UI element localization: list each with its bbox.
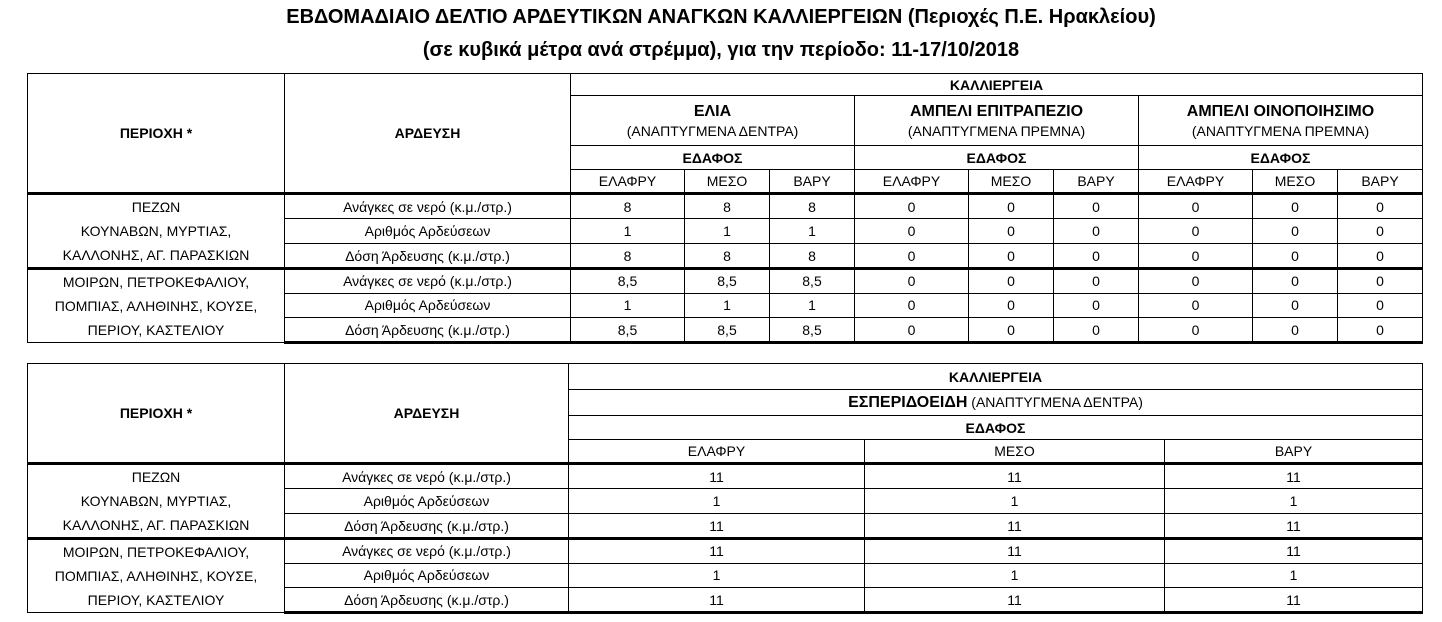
value-cell: 11: [865, 539, 1165, 564]
irrigation-table-vines-olives: [27, 73, 1423, 344]
value-cell: 11: [569, 464, 865, 489]
value-cell: 0: [1054, 194, 1139, 219]
region-line: ΠΕΡΙΟΥ, ΚΑΣΤΕΛΙΟΥ: [87, 322, 225, 338]
crop-olive: [571, 96, 855, 146]
value-cell: 0: [855, 269, 969, 294]
region-line: ΠΕΖΩΝ: [131, 199, 181, 215]
irrigation-label: Δόση Άρδευσης (κ.μ./στρ.): [285, 588, 569, 613]
table-row: [28, 269, 1423, 294]
region-line: ΚΑΛΛΟΝΗΣ, ΑΓ. ΠΑΡΑΣΚΙΩΝ: [62, 517, 250, 533]
value-cell: 0: [1139, 244, 1253, 269]
value-cell: 0: [1253, 318, 1338, 343]
value-cell: 0: [1139, 219, 1253, 244]
soil-light: ΕΛΑΦΡΥ: [569, 440, 865, 464]
value-cell: 0: [969, 318, 1054, 343]
soil-medium: ΜΕΣΟ: [865, 440, 1165, 464]
region-line: ΚΟΥΝΑΒΩΝ, ΜΥΡΤΙΑΣ,: [80, 223, 232, 239]
irrigation-table-citrus: [27, 363, 1423, 614]
soil-header: ΕΔΑΦΟΣ: [571, 146, 855, 170]
value-cell: 0: [855, 194, 969, 219]
value-cell: 8: [571, 194, 685, 219]
value-cell: 0: [1338, 244, 1423, 269]
value-cell: 0: [1338, 293, 1423, 318]
region-cell: [28, 269, 285, 343]
value-cell: 1: [685, 219, 770, 244]
value-cell: 1: [569, 489, 865, 514]
irrigation-label: Δόση Άρδευσης (κ.μ./στρ.): [285, 318, 571, 343]
crop-name: ΕΣΠΕΡΙΔΟΕΙΔΗ: [848, 394, 968, 411]
value-cell: 0: [1253, 244, 1338, 269]
document-title: ΕΒΔΟΜΑΔΙΑΙΟ ΔΕΛΤΙΟ ΑΡΔΕΥΤΙΚΩΝ ΑΝΑΓΚΩΝ ΚΑΛΛΙΕΡΓΕΙΩΝ (Περιοχές Π.Ε. Ηρακλείου): [286, 6, 1156, 28]
soil-header: ΕΔΑΦΟΣ: [1139, 146, 1423, 170]
soil-heavy: ΒΑΡΥ: [770, 170, 855, 194]
crop-subtitle: (ΑΝΑΠΤΥΓΜΕΝΑ ΠΡΕΜΝΑ): [1191, 122, 1370, 139]
value-cell: 0: [1338, 269, 1423, 294]
region-header: ΠΕΡΙΟΧΗ *: [28, 74, 285, 194]
crop-wine-grape: [1139, 96, 1423, 146]
irrigation-header: ΑΡΔΕΥΣΗ: [285, 74, 571, 194]
value-cell: 0: [1054, 293, 1139, 318]
value-cell: 11: [569, 514, 865, 539]
region-header: ΠΕΡΙΟΧΗ *: [28, 364, 285, 464]
value-cell: 1: [865, 563, 1165, 588]
value-cell: 0: [1338, 219, 1423, 244]
value-cell: 8: [770, 244, 855, 269]
soil-medium: ΜΕΣΟ: [685, 170, 770, 194]
soil-medium: ΜΕΣΟ: [969, 170, 1054, 194]
irrigation-label: Αριθμός Αρδεύσεων: [285, 293, 571, 318]
value-cell: 0: [1139, 194, 1253, 219]
crop-name: ΑΜΠΕΛΙ ΟΙΝΟΠΟΙΗΣΙΜΟ: [1186, 102, 1375, 120]
region-line: ΜΟΙΡΩΝ, ΠΕΤΡΟΚΕΦΑΛΙΟΥ,: [62, 544, 250, 560]
table-row: [28, 539, 1423, 564]
irrigation-label: Αριθμός Αρδεύσεων: [285, 219, 571, 244]
soil-heavy: ΒΑΡΥ: [1054, 170, 1139, 194]
crop-citrus: [569, 390, 1423, 416]
value-cell: 0: [969, 269, 1054, 294]
irrigation-header: ΑΡΔΕΥΣΗ: [285, 364, 569, 464]
region-line: ΠΕΖΩΝ: [131, 469, 181, 485]
value-cell: 0: [1054, 318, 1139, 343]
crop-header: ΚΑΛΛΙΕΡΓΕΙΑ: [571, 74, 1423, 96]
value-cell: 11: [1165, 464, 1423, 489]
value-cell: 8: [685, 244, 770, 269]
crop-header: ΚΑΛΛΙΕΡΓΕΙΑ: [569, 364, 1423, 390]
region-line: ΠΕΡΙΟΥ, ΚΑΣΤΕΛΙΟΥ: [87, 592, 225, 608]
value-cell: 11: [1165, 588, 1423, 613]
value-cell: 0: [855, 318, 969, 343]
value-cell: 0: [1054, 244, 1139, 269]
irrigation-label: Ανάγκες σε νερό (κ.μ./στρ.): [285, 539, 569, 564]
value-cell: 0: [1139, 293, 1253, 318]
irrigation-label: Δόση Άρδευσης (κ.μ./στρ.): [285, 244, 571, 269]
value-cell: 1: [571, 219, 685, 244]
table-row: [28, 194, 1423, 219]
soil-header: ΕΔΑΦΟΣ: [855, 146, 1139, 170]
region-cell: [28, 464, 285, 539]
crop-subtitle: (ΑΝΑΠΤΥΓΜΕΝΑ ΠΡΕΜΝΑ): [907, 122, 1086, 139]
soil-light: ΕΛΑΦΡΥ: [571, 170, 685, 194]
value-cell: 8,5: [770, 269, 855, 294]
value-cell: 8,5: [571, 318, 685, 343]
value-cell: 11: [865, 588, 1165, 613]
value-cell: 1: [770, 219, 855, 244]
value-cell: 11: [865, 514, 1165, 539]
crop-name: ΑΜΠΕΛΙ ΕΠΙΤΡΑΠΕΖΙΟ: [909, 102, 1084, 120]
value-cell: 1: [685, 293, 770, 318]
value-cell: 0: [1253, 269, 1338, 294]
value-cell: 8,5: [571, 269, 685, 294]
value-cell: 11: [569, 588, 865, 613]
region-line: ΚΟΥΝΑΒΩΝ, ΜΥΡΤΙΑΣ,: [80, 493, 232, 509]
crop-subtitle: (ΑΝΑΠΤΥΓΜΕΝΑ ΔΕΝΤΡΑ): [626, 122, 799, 139]
region-cell: [28, 194, 285, 269]
crop-name: ΕΛΙΑ: [693, 102, 732, 120]
region-line: ΠΟΜΠΙΑΣ, ΑΛΗΘΙΝΗΣ, ΚΟΥΣΕ,: [54, 568, 258, 584]
value-cell: 0: [969, 219, 1054, 244]
value-cell: 0: [855, 219, 969, 244]
value-cell: 0: [969, 194, 1054, 219]
value-cell: 0: [1054, 219, 1139, 244]
value-cell: 1: [571, 293, 685, 318]
soil-medium: ΜΕΣΟ: [1253, 170, 1338, 194]
region-line: ΜΟΙΡΩΝ, ΠΕΤΡΟΚΕΦΑΛΙΟΥ,: [62, 274, 250, 290]
value-cell: 0: [1253, 293, 1338, 318]
irrigation-label: Αριθμός Αρδεύσεων: [285, 563, 569, 588]
soil-light: ΕΛΑΦΡΥ: [855, 170, 969, 194]
value-cell: 0: [1253, 194, 1338, 219]
crop-subtitle: (ΑΝΑΠΤΥΓΜΕΝΑ ΔΕΝΤΡΑ): [971, 394, 1143, 410]
soil-light: ΕΛΑΦΡΥ: [1139, 170, 1253, 194]
value-cell: 8,5: [685, 318, 770, 343]
value-cell: 11: [865, 464, 1165, 489]
value-cell: 0: [969, 244, 1054, 269]
value-cell: 0: [1253, 219, 1338, 244]
soil-header: ΕΔΑΦΟΣ: [569, 416, 1423, 440]
value-cell: 0: [855, 293, 969, 318]
value-cell: 0: [1338, 194, 1423, 219]
value-cell: 1: [1165, 489, 1423, 514]
value-cell: 8,5: [770, 318, 855, 343]
document-subtitle: (σε κυβικά μέτρα ανά στρέμμα), για την περίοδο: 11-17/10/2018: [422, 39, 1020, 61]
value-cell: 1: [770, 293, 855, 318]
soil-heavy: ΒΑΡΥ: [1338, 170, 1423, 194]
table-row: [28, 464, 1423, 489]
value-cell: 11: [1165, 539, 1423, 564]
value-cell: 1: [865, 489, 1165, 514]
value-cell: 8: [571, 244, 685, 269]
value-cell: 11: [1165, 514, 1423, 539]
value-cell: 1: [1165, 563, 1423, 588]
irrigation-label: Ανάγκες σε νερό (κ.μ./στρ.): [285, 194, 571, 219]
soil-heavy: ΒΑΡΥ: [1165, 440, 1423, 464]
value-cell: 8: [685, 194, 770, 219]
region-line: ΠΟΜΠΙΑΣ, ΑΛΗΘΙΝΗΣ, ΚΟΥΣΕ,: [54, 298, 258, 314]
value-cell: 0: [1139, 318, 1253, 343]
region-cell: [28, 539, 285, 613]
value-cell: 0: [855, 244, 969, 269]
value-cell: 0: [1054, 269, 1139, 294]
value-cell: 8: [770, 194, 855, 219]
value-cell: 0: [969, 293, 1054, 318]
value-cell: 8,5: [685, 269, 770, 294]
irrigation-label: Ανάγκες σε νερό (κ.μ./στρ.): [285, 269, 571, 294]
irrigation-label: Αριθμός Αρδεύσεων: [285, 489, 569, 514]
value-cell: 1: [569, 563, 865, 588]
irrigation-label: Ανάγκες σε νερό (κ.μ./στρ.): [285, 464, 569, 489]
irrigation-label: Δόση Άρδευσης (κ.μ./στρ.): [285, 514, 569, 539]
value-cell: 11: [569, 539, 865, 564]
value-cell: 0: [1139, 269, 1253, 294]
region-line: ΚΑΛΛΟΝΗΣ, ΑΓ. ΠΑΡΑΣΚΙΩΝ: [62, 247, 250, 263]
value-cell: 0: [1338, 318, 1423, 343]
crop-table-grape: [855, 96, 1139, 146]
